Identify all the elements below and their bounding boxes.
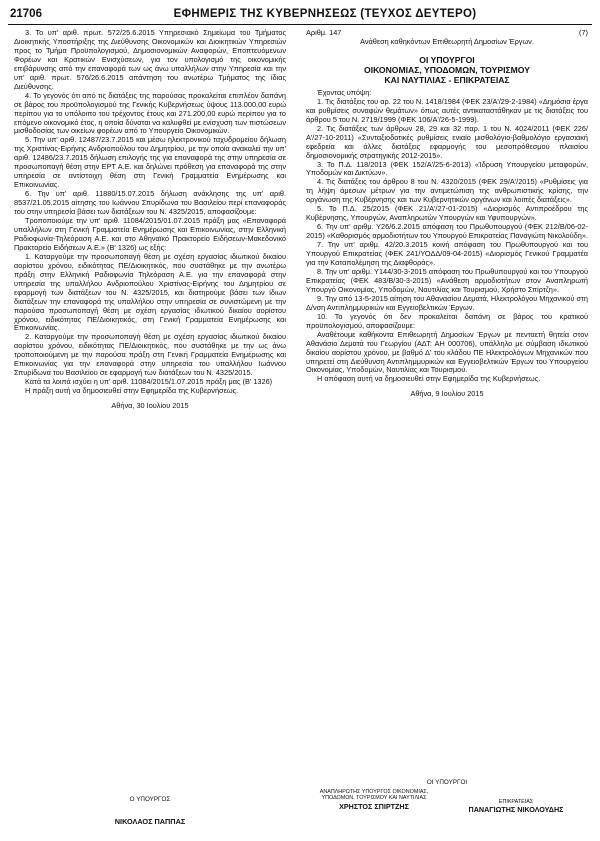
right-paragraph-2: 2. Τις διατάξεις των άρθρων 28, 29 και 32 παρ. 1 του Ν. 4024/2011 (ΦΕΚ 226/Α'/27-10-2011) «Συνταξιοδοτικές ρυθμίσεις ενιαίο μισθολόγιο-βαθμολόγιο εργασιακή εφεδρεία και άλλες διατάξεις εφαρμογής του μεσοπρόθεσμου πλαισίου δημοσιονομικής στρατηγικής 2012-2015». xyxy=(306,123,588,160)
decision-subtitle: Ανάθεση καθηκόντων Επιθεωρητή Δημοσίων Έργων. xyxy=(360,36,534,46)
left-paragraph-item-2: 2. Καταργούμε την προσωποπαγή θέση με σχέση εργασίας ιδιωτικού δικαίου αορίστου χρόνου, ειδικότητας ΠΕ/Διοικητικός, που συστάθηκε με την ως άνω τροποποιούμενη με την παρούσα πράξη στη Γενική Γραμματεία Ενημέρωσης και Επικοινωνίας για την επαναφορά στην υπηρεσία του υπαλλήλου Ιωάννου Σπυρίδωνα του Βασιλείου σε εφαρμογή των διατάξεων του Ν. 4325/2015. xyxy=(14,332,286,378)
signature-state-minister-title: ΕΠΙΚΡΑΤΕΙΑΣ xyxy=(498,799,534,805)
ministers-heading: ΟΙ ΥΠΟΥΡΓΟΙ xyxy=(426,779,468,786)
right-paragraph-assign: Αναθέτουμε καθήκοντα Επιθεωρητή Δημοσίων Έργων με πενταετή θητεία στον Αθανάσιο Δεματά του Γεωργίου (ΑΔΤ: ΑΗ 000706), υπάλληλο με σύμβαση ιδιωτικού δικαίου αορίστου χρόνου, με βαθμό Δ' του κλάδου ΠΕ Ηλεκτρολόγων Μηχανικών που υπηρετεί στη Διεύθυνση Αντιπλημμυρικών και Εγγειοβελτικών Έργων του Υπουργείου Οικονομίας, Υποδομών, Ναυτιλίας και Τουρισμού. xyxy=(306,329,588,375)
left-column xyxy=(14,29,286,417)
right-paragraph-8: 8. Την υπ' αριθμ. Υ144/30-3-2015 απόφαση του Πρωθυπουργού και του Υπουργού Επικρατείας (ΦΕΚ 483/Β/30-3-2015) «Ανάθεση αρμοδιοτήτων στον Αναπληρωτή Υπουργό Οικονομίας, Υποδομών, Ναυτιλίας και Τουρισμού, Χρήστο Σπίρτζη». xyxy=(306,266,588,294)
decision-title xyxy=(306,55,588,85)
right-intro: Έχοντας υπόψη: xyxy=(317,87,372,97)
right-paragraph-9: 9. Την από 13-5-2015 αίτηση του Αθανασίου Δεματά, Ηλεκτρολόγου Μηχανικού στη Δ/νση Αντιπλημμυρικών και Εγγειοβελτικών Έργων. xyxy=(306,293,588,312)
decision-index: (7) xyxy=(579,28,588,37)
right-paragraph-7: 7. Την υπ' αριθμ. 42/20.3.2015 κοινή απόφαση του Πρωθυπουργού και του Υπουργού Επικρατείας (ΦΕΚ 241/ΥΟΔΔ/09-04-2015) «Διορισμός Γενικού Γραμματέα για την Καταπολέμηση της Διαφθοράς». xyxy=(306,240,588,268)
left-paragraph-amend: Τροποποιούμε την υπ' αριθ. 11084/2015/01.07.2015 πράξη μας «Επαναφορά υπαλλήλων στη Γενική Γραμματεία Ενημέρωσης και Επικοινωνίας, στην Ελληνική Ραδιοφωνία-Τηλεόραση Α.Ε. και στο Αθηναϊκό Πρακτορείο Ειδήσεων-Μακεδονικό Πρακτορείο Ειδήσεων Α.Ε.» (Β' 1326) ως εξής: xyxy=(14,216,286,252)
left-paragraph-3: 3. Το υπ' αριθ. πρωτ. 572/25.6.2015 Υπηρεσιακό Σημείωμα του Τμήματος Διοικητικής Υποστήριξης της Διεύθυνσης Οικονομικών και Διοικητικών Υπηρεσιών προς το Τμήμα Προϋπολογισμού, Δημοσιονομικών Αναφορών, Εποπτευόμενων Φορέων και Κρατικών Ενισχύσεων, για τον υπολογισμό της οικονομικής επιβάρυνσης από την επαναφορά των ως άνω υπαλλήλων στην Υπηρεσία και την υπ' αριθ. πρωτ. 576/26.6.2015 απάντηση του ανωτέρω Τμήματος της ίδιας Διεύθυνσης. xyxy=(14,28,286,91)
left-paragraph-publish: Η πράξη αυτή να δημοσιευθεί στην Εφημερίδα της Κυβερνήσεως. xyxy=(25,386,239,396)
right-paragraph-3: 3. Το Π.Δ. 118/2013 (ΦΕΚ 152/Α'/25-6-2013) «Ίδρυση Υπουργείου μεταφορών, Υποδομών και Δικτύων». xyxy=(306,159,588,178)
right-paragraph-5: 5. Το Π.Δ. 25/2015 (ΦΕΚ 21/Α'/27-01-2015) «Διορισμός Αντιπροέδρου της Κυβέρνησης, Υπουργών, Αναπληρωτών Υπουργών και Υφυπουργών». xyxy=(306,204,588,223)
right-signatures xyxy=(306,779,588,829)
signature-deputy-minister-title: ΑΝΑΠΛΗΡΩΤΗΣ ΥΠΟΥΡΓΟΣ ΟΙΚΟΝΟΜΙΑΣ, ΥΠΟΔΟΜΩΝ, ΤΟΥΡΙΣΜΟΥ ΚΑΙ ΝΑΥΤΙΛΙΑΣ xyxy=(319,789,429,802)
left-date: Αθήνα, 30 Ιουλίου 2015 xyxy=(111,401,189,411)
left-paragraph-4: 4. Το γεγονός ότι από τις διατάξεις της παρούσας προκαλείται επιπλέον δαπάνη σε βάρος του προϋπολογισμού της Γενικής Κυβερνήσεως ύψους 113.000,00 ευρώ περίπου για το υπόλοιπο του τρέχοντος έτους και 271.200,00 ευρώ περίπου για το επόμενο οικονομικό έτος, η οποία δύναται να καλυφθεί με ενίσχυση των πιστώσεων μισθοδοσίας των οικείων φορέων από το Υπουργείο Οικονομικών. xyxy=(14,90,286,136)
right-date: Αθήνα, 9 Ιουλίου 2015 xyxy=(410,389,484,399)
decision-title-line-3: ΚΑΙ ΝΑΥΤΙΛΙΑΣ - ΕΠΙΚΡΑΤΕΙΑΣ xyxy=(384,74,510,85)
signature-state-minister-name: ΠΑΝΑΓΙΩΤΗΣ ΝΙΚΟΛΟΥΔΗΣ xyxy=(468,805,564,815)
right-paragraph-1: 1. Τις διατάξεις του αρ. 22 του Ν. 1418/1984 (ΦΕΚ 23/Α'/29-2-1984) «Δημόσια έργα και ρυθμίσεις συναφών θεμάτων» όπως αυτές αντικαταστάθηκαν με τις διατάξεις του άρθρου 5 του Ν. 2719/1999 (ΦΕΚ 106/Α'/26-5-1999). xyxy=(306,96,588,124)
signature-state-minister xyxy=(446,789,586,814)
left-paragraph-5: 5. Την υπ' αριθ. 12487/23.7.2015 και μέσω ηλεκτρονικού ταχυδρομείου δήλωση της Χριστίνας-Ειρήνης Ανδριοπούλου του Δημητρίου, με την οποία ανακαλεί την υπ' αριθ. 12486/23.7.2015 δήλωση επιλογής της για επαναφορά της στην υπηρεσία σε προσωποπαγή θέση στην ΕΡΤ Α.Ε. και δηλώνει πρόθεση για επαναφορά της στην υπηρεσία σε αντίστοιχη θέση στη Γενική Γραμματεία Ενημέρωσης και Επικοινωνίας. xyxy=(14,135,286,190)
decision-number: Αριθμ. 147 xyxy=(306,28,342,37)
left-signature-name: ΝΙΚΟΛΑΟΣ ΠΑΠΠΑΣ xyxy=(114,817,186,826)
left-signature xyxy=(14,796,286,826)
left-paragraph-6: 6. Την υπ' αριθ. 11880/15.07.2015 δήλωση ανάκλησης της υπ' αριθ. 8537/21.05.2015 αίτησης του Ιωάννου Σπυρίδωνα του Βασιλείου περί επαναφοράς του στην υπηρεσία βάσει των διατάξεων του Ν. 4325/2015, αποφασίζουμε: xyxy=(14,189,286,217)
left-paragraph-item-1: 1. Καταργούμε την προσωποπαγή θέση με σχέση εργασίας ιδιωτικού δικαίου αορίστου χρόνου, ειδικότητας ΠΕ/Διοικητικός, που συστάθηκε με την ανωτέρω πράξη στην Ελληνική Ραδιοφωνία Τηλεόραση Α.Ε. για την επαναφορά στην υπηρεσία της υπαλλήλου Ανδριοπούλου Χριστίνας-Ειρήνης του Δημητρίου σε εφαρμογή των διατάξεων του Ν. 4325/2015, και διατηρούμε βάσει των ίδιων διατάξεων την επαναφορά της υπαλλήλου στην υπηρεσία σε συνιστώμενη με την παρούσα προσωποπαγή θέση με σχέση εργασίας ιδιωτικού δικαίου αορίστου χρόνου, ειδικότητας ΠΕ/Διοικητικός, στη Γενική Γραμματεία Ενημέρωσης και Επικοινωνίας. xyxy=(14,251,286,333)
signature-deputy-minister xyxy=(310,789,438,810)
right-paragraph-4: 4. Τις διατάξεις του άρθρου 8 του Ν. 4320/2015 (ΦΕΚ 29/Α'/2015) «Ρυθμίσεις για τη λήψη άμεσων μέτρων για την αντιμετώπιση της ανθρωπιστικής κρίσης, την οργάνωση της Κυβέρνησης και των Κυβερνητικών οργάνων και λοιπές διατάξεις». xyxy=(306,177,588,205)
decision-title-line-1: ΟΙ ΥΠΟΥΡΓΟΙ xyxy=(419,54,475,65)
page-number: 21706 xyxy=(10,8,42,20)
signature-deputy-minister-name: ΧΡΗΣΤΟΣ ΣΠΙΡΤΖΗΣ xyxy=(339,801,409,811)
page-header xyxy=(8,8,592,24)
header-rule xyxy=(8,24,592,25)
gazette-title: ΕΦΗΜΕΡΙΣ ΤΗΣ ΚΥΒΕΡΝΗΣΕΩΣ (ΤΕΥΧΟΣ ΔΕΥΤΕΡΟ) xyxy=(173,8,477,20)
right-paragraph-10: 10. Το γεγονός ότι δεν προκαλείται δαπάνη σε βάρος του κρατικού προϋπολογισμού, αποφασίζουμε: xyxy=(306,311,588,330)
left-paragraph-remaining: Κατά τα λοιπά ισχύει η υπ' αριθ. 11084/2015/1.07.2015 πράξη μας (Β' 1326) xyxy=(25,377,273,387)
right-column xyxy=(306,29,588,405)
right-paragraph-publish: Η απόφαση αυτή να δημοσιευθεί στην Εφημερίδα της Κυβερνήσεως. xyxy=(317,374,541,384)
left-signature-title: Ο ΥΠΟΥΡΓΟΣ xyxy=(129,796,171,803)
decision-title-line-2: ΟΙΚΟΝΟΜΙΑΣ, ΥΠΟΔΟΜΩΝ, ΤΟΥΡΙΣΜΟΥ xyxy=(364,64,530,75)
right-paragraph-6: 6. Την υπ' αριθμ. Υ26/6.2.2015 απόφαση του Πρωθυπουργού (ΦΕΚ 212/Β/06-02-2015) «Καθορισμός αρμοδιοτήτων του Υπουργού Επικρατείας Παναγιώτη Νικολούδη». xyxy=(306,222,588,241)
